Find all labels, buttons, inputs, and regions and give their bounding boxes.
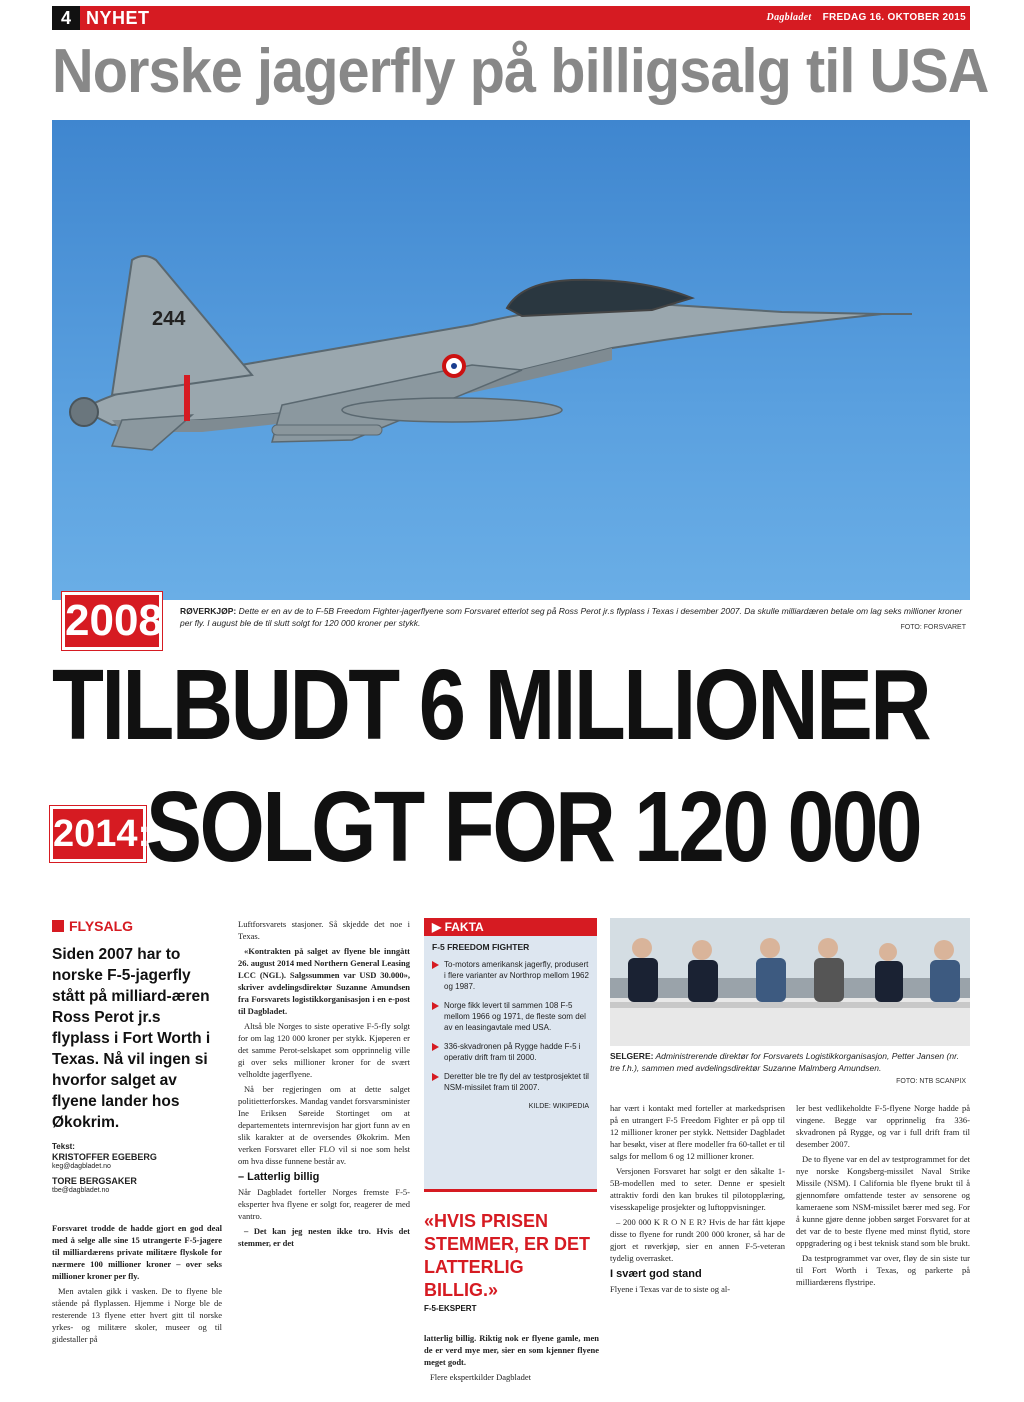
- tag-text: FLYSALG: [69, 918, 134, 934]
- group-caption-label: SELGERE:: [610, 1051, 654, 1061]
- col4-p2: Versjonen Forsvaret har solgt er den såkalte 1-5B-modellen med to seter. Denne er spesielt attraktiv fordi den kan brukes til pilotopplæring, visesskapelige prosjekter og luftoppvisninger.: [610, 1166, 785, 1212]
- author-1-email: keg@dagbladet.no: [52, 1163, 111, 1170]
- tail-number: 244: [152, 308, 186, 330]
- group-photo-credit: FOTO: NTB SCANPIX: [896, 1078, 966, 1085]
- col1-p2: Men avtalen gikk i vasken. De to flyene ble stående på flyplassen. Hjemme i Norge ble de resterende 13 flyene etter hvert gitt til norske yrkes- og militære skoler, museer og til gidestaller på: [52, 1286, 222, 1344]
- author-2: TORE BERGSAKER: [52, 1176, 137, 1186]
- section-label: NYHET: [86, 8, 150, 28]
- headline-line-2: SOLGT FOR 120 000: [146, 771, 921, 883]
- jet-photo: [52, 120, 970, 600]
- col2-p1: Luftforsvarets stasjoner. Så skjedde det noe i Texas.: [238, 919, 410, 941]
- col2-p3: Altså ble Norges to siste operative F-5-fly solgt for om lag 120 000 kroner per stykk. Kjøperen er det samme Perot-selskapet som opprinnelig ville gi over seks millioner kroner for de svært velholdte jagerflyene.: [238, 1021, 410, 1079]
- issue-date: FREDAG 16. OKTOBER 2015: [822, 12, 966, 23]
- col4-p3: – 200 000 K R O N E R? Hvis de har fått kjøpe disse to flyene for rundt 200 000 kroner, så har de gjort et røverkjøp, sier en annen F-5-veteran tydelig overrasket.: [610, 1217, 785, 1263]
- column-2-body: [238, 918, 410, 1252]
- ingress: Siden 2007 har to norske F-5-jagerfly stått på milliard-æren Ross Perot jr.s flyplass i Fort Worth i Texas. Nå vil ingen si hvorfor salget av flyene lander hos Økokrim.: [52, 946, 211, 1131]
- col4-subhead: I svært god stand: [610, 1268, 702, 1280]
- group-photo-caption: [610, 1050, 970, 1074]
- photo-credit: FOTO: FORSVARET: [900, 624, 966, 631]
- fakta-subtitle: F-5 FREEDOM FIGHTER: [432, 942, 530, 952]
- col5-p2: De to flyene var en del av testprogrammet for det nye norske Kongsberg-missilet Naval Strike Missile (NSM). I California ble flyene brukt til å gjennomføre omfattende tester av sensorene og kameraene som NSM-missilet bærer med seg. For å kunne gjøre denne jobben sørget Forsvaret for at det var de to beste flyene med minst flytid, store oppgradering og i best teknisk stand som ble brukt.: [796, 1154, 970, 1248]
- fakta-item: Norge fikk levert til sammen 108 F-5 mellom 1966 og 1971, de fleste som del av en leasingavtale med USA.: [432, 1000, 589, 1033]
- page-headline: Norske jagerfly på billigsalg til USA: [52, 37, 989, 106]
- fakta-header: ▶ FAKTA: [424, 918, 597, 936]
- fakta-source: KILDE: WIKIPEDIA: [528, 1103, 589, 1110]
- col4-p4: Flyene i Texas var de to siste og al-: [610, 1284, 731, 1294]
- brand-name: Dagbladet: [766, 12, 812, 23]
- col2-p2: «Kontrakten på salget av flyene ble inngått 26. august 2014 med Northern General Leasing LCC (NGL). Salgssummen var USD 30.000», skriver avdelingsdirektør Suzanne Amundsen fra Forsvarets logistikkorganisasjon i en e-post til Dagbladet.: [238, 946, 410, 1016]
- jet-illustration: [52, 120, 970, 600]
- page-number: 4: [52, 6, 80, 30]
- headline-line-1: TILBUDT 6 MILLIONER: [52, 649, 930, 761]
- col3-p1: latterlig billig. Riktig nok er flyene gamle, men de er verd mye mer, sier en som kjenner flyene meget godt.: [424, 1333, 599, 1367]
- col2-subhead: – Latterlig billig: [238, 1171, 320, 1183]
- group-illustration: [610, 918, 970, 1046]
- year-badge-2014: 2014:: [50, 806, 146, 862]
- column-3-body: [424, 1332, 599, 1386]
- byline: [52, 1142, 222, 1196]
- col1-p1: Forsvaret trodde de hadde gjort en god deal med å selge alle sine 15 utrangerte F-5-jagere til milliardærens private militære flyskole for nærmere 100 millioner kroner – over seks millioner kroner per fly.: [52, 1223, 222, 1281]
- col2-p5: Når Dagbladet forteller Norges fremste F-5-eksperter hva flyene er solgt for, reagerer de med vantro.: [238, 1187, 410, 1221]
- photo-caption: [180, 605, 970, 629]
- pull-quote: «HVIS PRISEN STEMMER, ER DET LATTERLIG BILLIG.»: [424, 1211, 591, 1300]
- dateline: [767, 6, 966, 30]
- col4-p1: har vært i kontakt med forteller at markedsprisen på en utrangert F-5 Freedom Fighter er på opp til 12 millioner kroner per stykk. Nettsider Dagbladet har besøkt, viser at flere modeller fra 60-tallet er til salgs for mellom 6 og 12 millioner kroner.: [610, 1103, 785, 1161]
- group-photo: [610, 918, 970, 1046]
- section-tag: [52, 918, 133, 934]
- fakta-box: [424, 936, 597, 1192]
- fakta-item: To-motors amerikansk jagerfly, produsert i flere varianter av Northrop mellom 1962 og 1987.: [432, 959, 589, 992]
- column-1-body: [52, 1222, 222, 1348]
- year-badge-2008: 2008:: [62, 592, 162, 650]
- group-caption-text: Administrerende direktør for Forsvarets Logistikkorganisasjon, Petter Jansen (nr. tre f.h.), sammen med avdelingsdirektør Suzanne Malmberg Amundsen.: [610, 1051, 959, 1073]
- fakta-item: Deretter ble tre fly del av testprosjektet til NSM-missilet fram til 2007.: [432, 1071, 589, 1093]
- col5-p3: Da testprogrammet var over, fløy de sin siste tur til Fort Worth i Texas, og parkerte på milliardærens flystripe.: [796, 1253, 970, 1287]
- fakta-title: FAKTA: [444, 920, 484, 934]
- col3-p2: Flere ekspertkilder Dagbladet: [430, 1372, 532, 1382]
- col2-p6: – Det kan jeg nesten ikke tro. Hvis det stemmer, er det: [238, 1226, 410, 1248]
- col5-p1: ler best vedlikeholdte F-5-flyene Norge hadde på vingene. Begge var opprinnelig fra 336-skvadronen på Rygge, og var i full drift fram til desember 2007.: [796, 1103, 970, 1149]
- col2-p4: Nå ber regjeringen om at dette salget politietterforskes. Mandag vandet forsvarsminister Ine Eriksen Søreide Stortinget om at departementets internrevisjon har gjort funn av en slik karakter at de oversendes Økokrim. Men verken Forsvaret eller FLO vil si noe som helst om hva disse funnene består av.: [238, 1084, 410, 1166]
- author-2-email: tbe@dagbladet.no: [52, 1187, 110, 1194]
- byline-label: Tekst:: [52, 1142, 75, 1151]
- caption-label: RØVERKJØP:: [180, 606, 237, 616]
- author-1: KRISTOFFER EGEBERG: [52, 1152, 157, 1162]
- tag-square-icon: [52, 920, 64, 932]
- fakta-item: 336-skvadronen på Rygge hadde F-5 i operativ drift fram til 2000.: [432, 1041, 589, 1063]
- caption-text: Dette er en av de to F-5B Freedom Fighter-jagerflyene som Forsvaret etterlot seg på Ross Perot jr.s flyplass i Texas i desember 2007. Da skulle milliardæren betale om lag seks millioner kroner per fly. I august ble de til slutt solgt for 120 000 kroner per stykk.: [180, 606, 963, 628]
- column-5-body: [796, 1102, 970, 1291]
- column-4-body: [610, 1102, 785, 1298]
- pull-quote-source: F-5-EKSPERT: [424, 1304, 477, 1313]
